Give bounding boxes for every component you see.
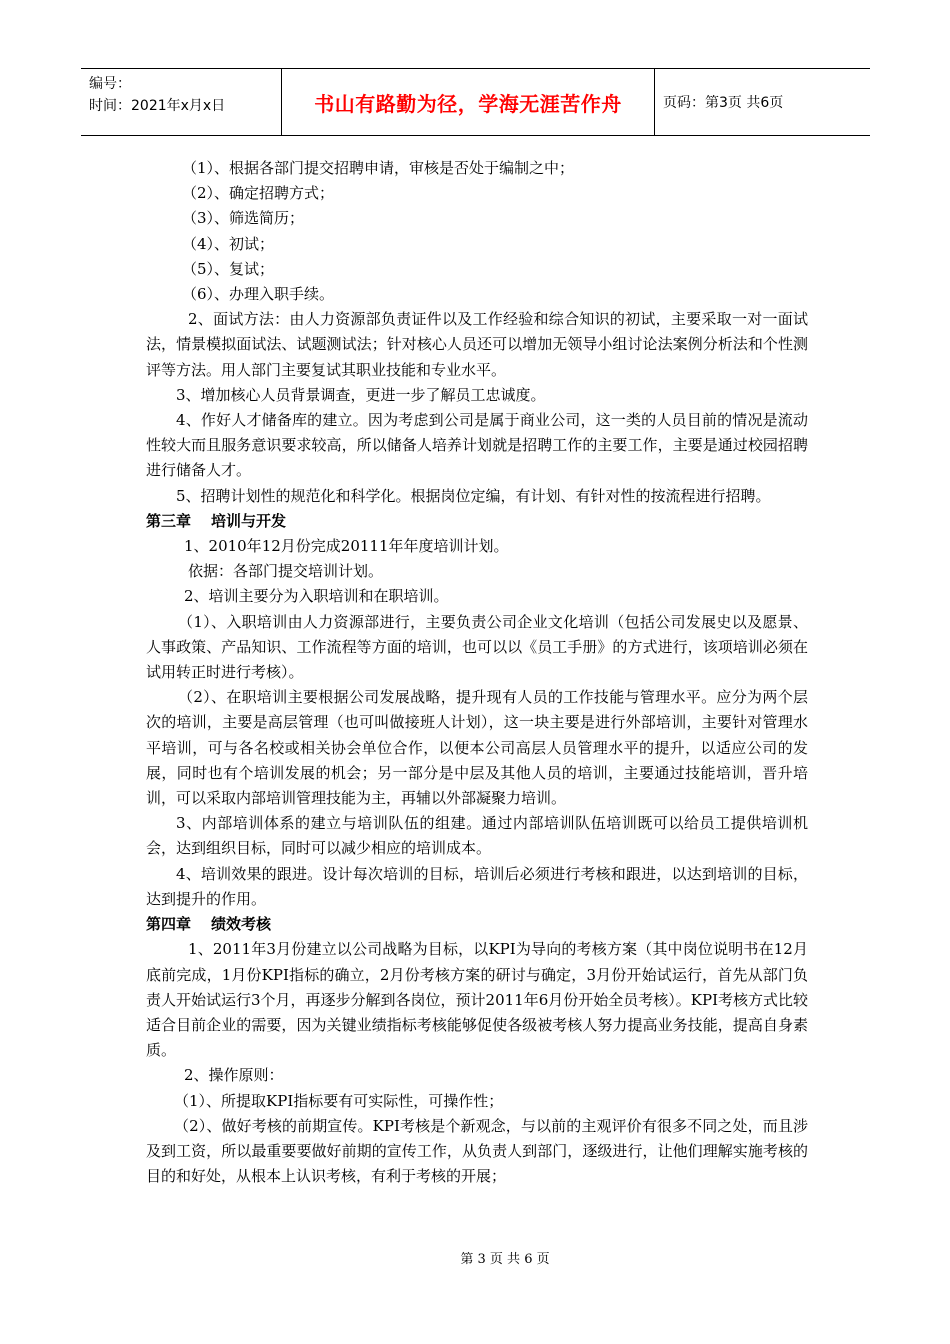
paragraph-training-followup: 4、培训效果的跟进。设计每次培训的目标，培训后必须进行考核和跟进，以达到培训的目标，达到提升的作用。 [146, 864, 808, 908]
paragraph-principle-1: （1）、所提取KPI指标要有可实际性，可操作性； [174, 1091, 504, 1110]
step-item: （3）、筛选简历； [182, 209, 305, 228]
chapter-4-number: 第四章 [146, 915, 192, 934]
document-time-label: 时间：2021年x月x日 [89, 98, 226, 114]
paragraph-principle-2: （2）、做好考核的前期宣传。KPI考核是个新观念，与以前的主观评价有很多不同之处，而且涉及到工资，所以最重要要做好前期的宣传工作，从负责人到部门，逐级进行，让他们理解实施考核的目的和好处，从根本上认识考核，有利于考核的开展； [146, 1116, 808, 1186]
chapter-4-heading [146, 912, 808, 937]
step-item: （1）、根据各部门提交招聘申请，审核是否处于编制之中； [182, 159, 575, 177]
header-motto: 书山有路勤为径，学海无涯苦作舟 [282, 69, 655, 135]
step-item: （4）、初试； [182, 234, 275, 253]
header-left-cell [81, 69, 282, 135]
step-item: （6）、办理入职手续。 [182, 285, 335, 304]
chapter-3-title: 培训与开发 [211, 511, 287, 530]
header-page-label: 页码：第3页 共6页 [663, 95, 784, 111]
document-body [146, 156, 808, 1189]
step-item: （5）、复试； [182, 259, 275, 278]
paragraph-training-types: 2、培训主要分为入职培训和在职培训。 [184, 587, 449, 606]
paragraph-recruitment-plan: 5、招聘计划性的规范化和科学化。根据岗位定编，有计划、有针对性的按流程进行招聘。 [176, 486, 771, 505]
paragraph-operating-principles: 2、操作原则： [184, 1066, 284, 1085]
paragraph-onboarding-training: （1）、入职培训由人力资源部进行，主要负责公司企业文化培训（包括公司发展史以及愿景、人事政策、产品知识、工作流程等方面的培训，也可以以《员工手册》的方式进行，该项培训必须在试用转正时进行考核）。 [146, 612, 808, 682]
paragraph-on-job-training: （2）、在职培训主要根据公司发展战略，提升现有人员的工作技能与管理水平。应分为两个层次的培训，主要是高层管理（也可叫做接班人计划），这一块主要是进行外部培训，主要针对管理水平培训，可与各名校或相关协会单位合作，以便本公司高层人员管理水平的提升，以适应公司的发展，同时也有个培训发展的机会；另一部分是中层及其他人员的培训，主要通过技能培训，晋升培训，可以采取内部培训管理技能为主，再辅以外部凝聚力培训。 [146, 688, 808, 808]
paragraph-interview-method: 2、面试方法：由人力资源部负责证件以及工作经验和综合知识的初试，主要采取一对一面试法，情景模拟面试法、试题测试法；针对核心人员还可以增加无领导小组讨论法案例分析法和个性测评等方法。用人部门主要复试其职业技能和专业水平。 [146, 310, 808, 379]
page-header [81, 68, 870, 136]
chapter-3-number: 第三章 [146, 511, 192, 530]
page-footer: 第 3 页 共 6 页 [460, 1252, 550, 1267]
chapter-3-heading [146, 509, 808, 534]
paragraph-internal-training: 3、内部培训体系的建立与培训队伍的组建。通过内部培训队伍培训既可以给员工提供培训机会，达到组织目标，同时可以减少相应的培训成本。 [146, 814, 808, 858]
paragraph-training-basis: 依据：各部门提交培训计划。 [188, 562, 384, 581]
paragraph-talent-pool: 4、作好人才储备库的建立。因为考虑到公司是属于商业公司，这一类的人员目前的情况是流动性较大而且服务意识要求较高，所以储备人培养计划就是招聘工作的主要工作，主要是通过校园招聘进行储备人才。 [146, 411, 808, 480]
chapter-4-title: 绩效考核 [211, 915, 272, 934]
document-number-label: 编号： [89, 76, 131, 92]
paragraph-kpi-plan: 1、2011年3月份建立以公司战略为目标，以KPI为导向的考核方案（其中岗位说明书在12月底前完成，1月份KPI指标的确立，2月份考核方案的研讨与确定，3月份开始试运行，首先从部门负责人开始试运行3个月，再逐步分解到各岗位，预计2011年6月份开始全员考核）。KPI考核方式比较适合目前企业的需要，因为关键业绩指标考核能够促使各级被考核人努力提高业务技能，提高自身素质。 [146, 940, 808, 1060]
paragraph-training-plan: 1、2010年12月份完成20111年年度培训计划。 [184, 537, 509, 556]
step-item: （2）、确定招聘方式； [182, 184, 335, 203]
paragraph-background-check: 3、增加核心人员背景调查，更进一步了解员工忠诚度。 [176, 385, 546, 404]
